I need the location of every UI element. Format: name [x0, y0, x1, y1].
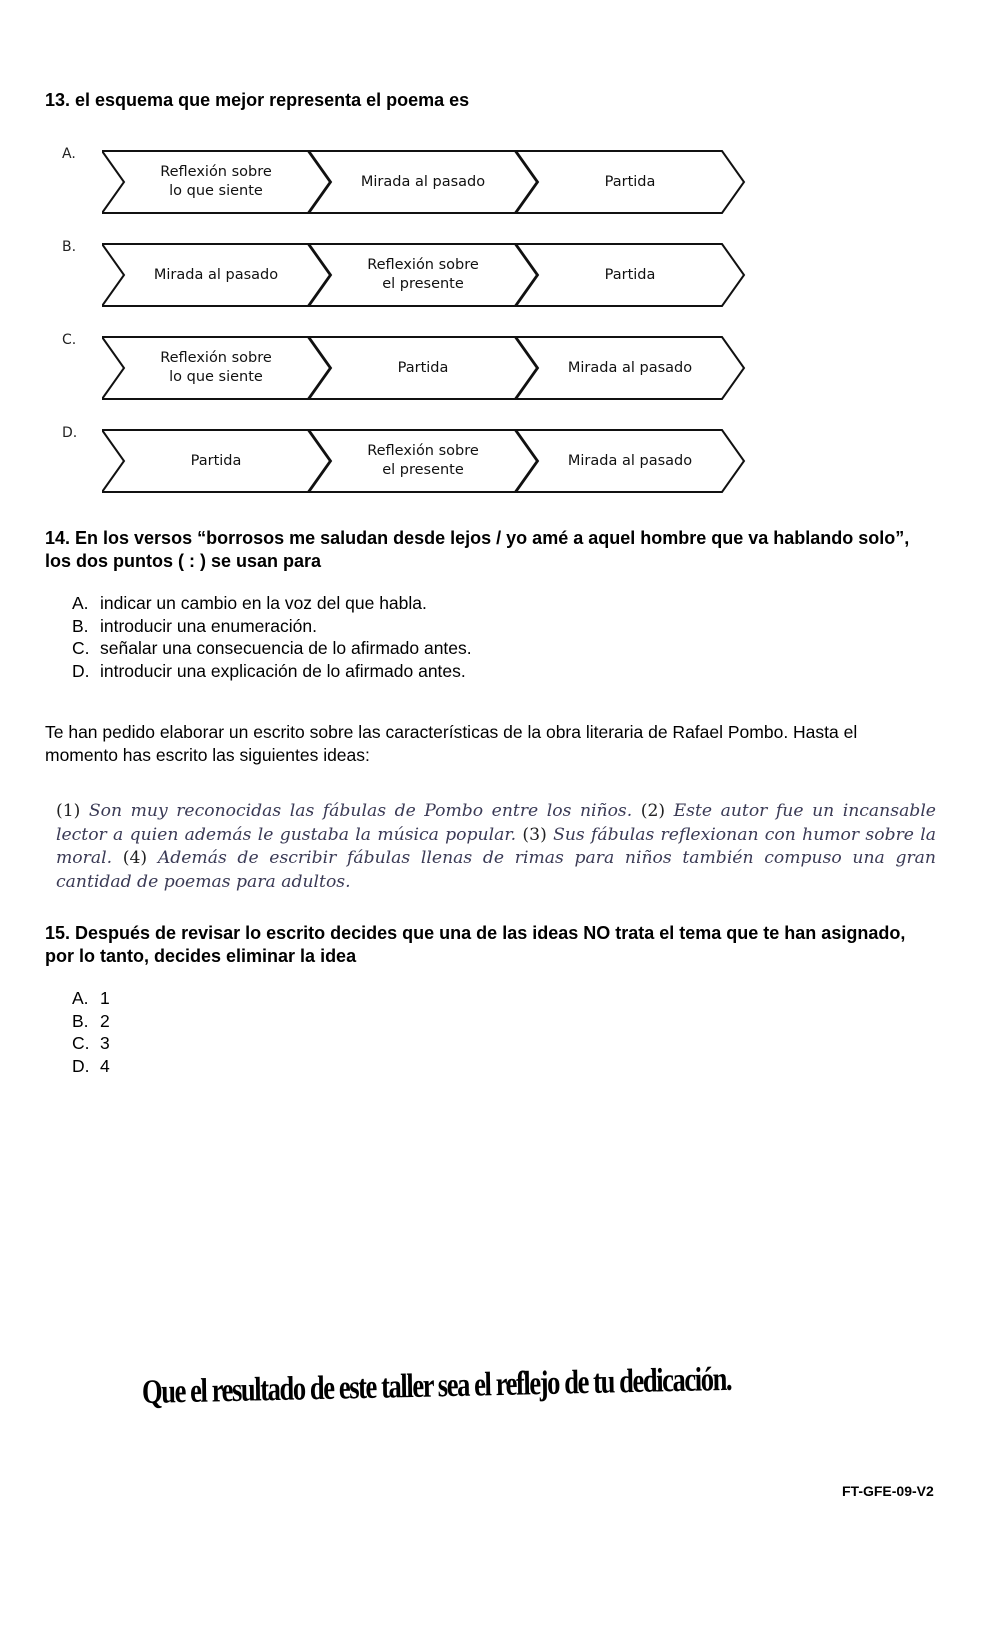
option-c[interactable]: C. señalar una consecuencia de lo afirmado antes.: [72, 638, 472, 658]
option-d[interactable]: D. introducir una explicación de lo afirmado antes.: [72, 660, 466, 681]
ideas-paragraph: (1) Son muy reconocidas las fábulas de Pombo entre los niños. (2) Este autor fue un incansable lector a quien además le gustaba la música popular. (3) Sus fábulas reflexionan con humor sobre la moral. (4) Además de escribir fábulas llenas de rimas para niños también compuso una gran cantidad de poemas para adultos.: [56, 801, 937, 892]
chevron-label: Reflexión sobre el presente: [367, 443, 479, 478]
option-b[interactable]: B. 2: [72, 1010, 110, 1031]
diagram-option-letter: A.: [62, 146, 76, 162]
chevron-label: Reflexión sobre el presente: [367, 257, 479, 292]
chevron-label: Reflexión sobre lo que siente: [160, 164, 272, 199]
diagram-option-row[interactable]: [62, 239, 782, 309]
question-14-options: [72, 592, 472, 682]
chevron-label: Partida: [604, 173, 656, 190]
chevron-label: Mirada al pasado: [153, 266, 279, 283]
chevron-label: Partida: [604, 266, 656, 283]
diagram-option-row[interactable]: [62, 332, 782, 402]
diagram-option-row[interactable]: [62, 146, 782, 216]
chevron-label: Mirada al pasado: [360, 173, 486, 190]
context-intro: Te han pedido elaborar un escrito sobre las características de la obra literaria de Rafael Pombo. Hasta el momento has escrito las siguientes ideas:: [45, 722, 858, 765]
chevron-label: Partida: [190, 452, 242, 469]
option-a[interactable]: A. indicar un cambio en la voz del que habla.: [72, 593, 427, 613]
footer-slogan: Que el resultado de este taller sea el reflejo de tu dedicación.: [141, 1360, 732, 1411]
diagram-option-row[interactable]: [62, 425, 782, 495]
chevron-label: Mirada al pasado: [567, 452, 693, 469]
question-13-title: 13. el esquema que mejor representa el poema es: [45, 90, 470, 110]
diagram-option-letter: B.: [62, 239, 77, 255]
question-14-title: 14. En los versos “borrosos me saludan desde lejos / yo amé a aquel hombre que va hablando solo”, los dos puntos ( : ) se usan para: [45, 528, 910, 571]
option-d[interactable]: D. 4: [72, 1055, 110, 1076]
document-code: FT-GFE-09-V2: [842, 1483, 934, 1499]
diagram-option-letter: D.: [62, 425, 78, 441]
option-c[interactable]: C. 3: [72, 1033, 110, 1053]
question-15-title: 15. Después de revisar lo escrito decides que una de las ideas NO trata el tema que te han asignado, por lo tanto, decides eliminar la idea: [45, 923, 906, 966]
chevron-label: Mirada al pasado: [567, 359, 693, 376]
question-15-options: [72, 987, 110, 1077]
chevron-label: Reflexión sobre lo que siente: [160, 350, 272, 385]
chevron-label: Partida: [397, 359, 449, 376]
option-a[interactable]: A. 1: [72, 988, 110, 1008]
diagram-option-letter: C.: [62, 332, 77, 348]
option-b[interactable]: B. introducir una enumeración.: [72, 615, 317, 636]
